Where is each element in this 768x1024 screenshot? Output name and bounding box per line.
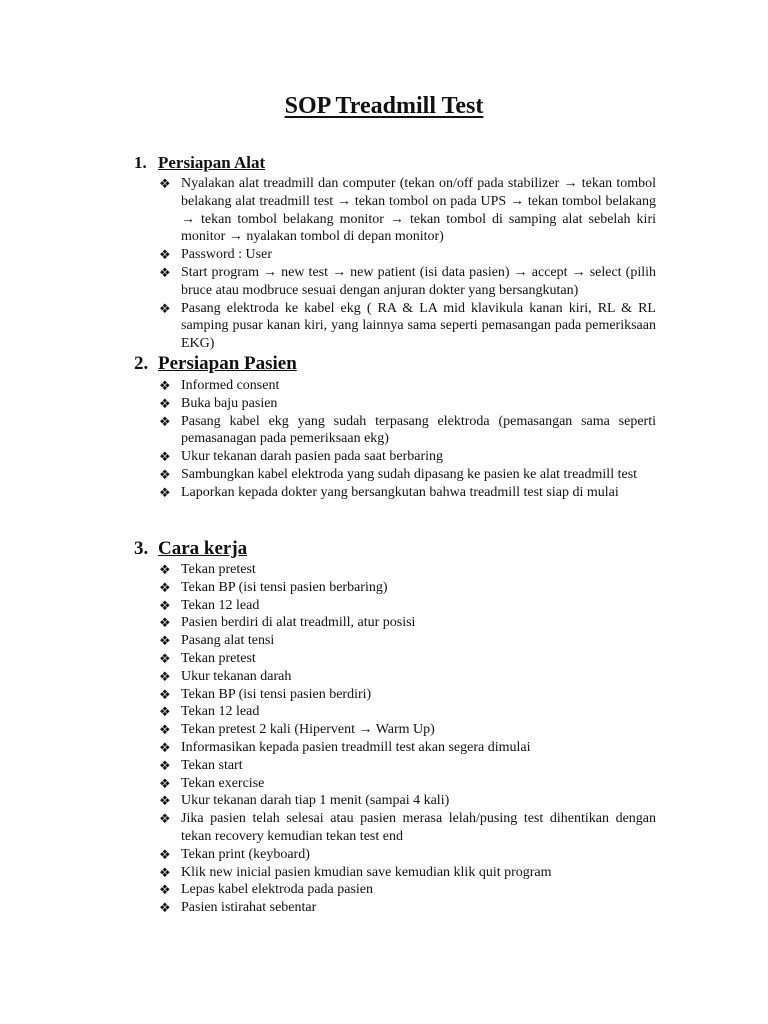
list-item-text: Password : User	[181, 247, 272, 263]
diamond-bullet-icon: ❖	[159, 686, 171, 702]
list-item	[159, 632, 656, 650]
list-item-text: Pasang alat tensi	[181, 633, 275, 649]
list-item	[159, 739, 656, 757]
section-number: 3.	[134, 538, 149, 559]
diamond-bullet-icon: ❖	[159, 900, 171, 916]
diamond-bullet-icon: ❖	[159, 739, 171, 755]
list-item-text: Pasien berdiri di alat treadmill, atur posisi	[181, 615, 416, 631]
diamond-bullet-icon: ❖	[159, 247, 171, 263]
diamond-bullet-icon: ❖	[159, 466, 171, 482]
list-item-text: Tekan pretest	[181, 650, 256, 666]
list-item-text: Tekan pretest	[181, 562, 256, 577]
diamond-bullet-icon: ❖	[159, 176, 171, 191]
list-item	[159, 300, 656, 353]
section-heading-persiapan-alat	[134, 153, 265, 173]
diamond-bullet-icon: ❖	[159, 882, 171, 898]
diamond-bullet-icon: ❖	[159, 793, 171, 809]
list-item-text: Sambungkan kabel elektroda yang sudah dipasang ke pasien ke alat treadmill test	[181, 466, 638, 482]
list-item	[159, 175, 656, 246]
diamond-bullet-icon: ❖	[159, 597, 171, 613]
section-number: 2.	[134, 353, 149, 374]
list-item-text: Informasikan kepada pasien treadmill test akan segera dimulai	[181, 739, 531, 755]
list-item-text: Tekan BP (isi tensi pasien berdiri)	[181, 686, 372, 702]
list-item-text: Ukur tekanan darah	[181, 668, 292, 684]
diamond-bullet-icon: ❖	[159, 562, 171, 577]
document-title: SOP Treadmill Test	[284, 93, 484, 119]
list-item-text: Pasien istirahat sebentar	[181, 900, 317, 916]
diamond-bullet-icon: ❖	[159, 300, 171, 316]
list-item	[159, 377, 656, 395]
list-item-text: Ukur tekanan darah tiap 1 menit (sampai 4 kali)	[181, 793, 450, 809]
list-item-text: Tekan 12 lead	[181, 704, 260, 720]
list-item-text: Tekan start	[181, 757, 243, 773]
list-item	[159, 484, 656, 502]
list-item-text: Tekan 12 lead	[181, 597, 260, 613]
list-item-text: Jika pasien telah selesai atau pasien merasa lelah/pusing test dihentikan dengan tekan recovery kemudian tekan test end	[181, 811, 656, 844]
diamond-bullet-icon: ❖	[159, 864, 171, 880]
section-heading-cara-kerja	[134, 538, 247, 560]
list-item	[159, 466, 656, 484]
list-item	[159, 899, 656, 917]
diamond-bullet-icon: ❖	[159, 650, 171, 666]
list-item-text: Klik new inicial pasien kmudian save kemudian klik quit program	[181, 864, 552, 880]
list-item-text: Pasang kabel ekg yang sudah terpasang elektroda (pemasangan sama seperti pemasanagan pada pemeriksaan ekg)	[181, 413, 656, 447]
diamond-bullet-icon: ❖	[159, 668, 171, 684]
list-item-text: Lepas kabel elektroda pada pasien	[181, 882, 374, 898]
section-number: 1.	[134, 153, 147, 172]
diamond-bullet-icon: ❖	[159, 413, 171, 429]
diamond-bullet-icon: ❖	[159, 775, 171, 791]
list-item-text: Pasang elektroda ke kabel ekg ( RA & LA mid klavikula kanan kiri, RL & RL samping pusar kanan kiri, yang lainnya sama seperti pemasangan pada pemeriksaan EKG)	[181, 300, 656, 352]
list-item-text: Ukur tekanan darah pasien pada saat berbaring	[181, 449, 443, 465]
list-item	[159, 246, 656, 264]
list-item	[159, 686, 656, 704]
list-item-text: Laporkan kepada dokter yang bersangkutan bahwa treadmill test siap di mulai	[181, 484, 619, 500]
list-item	[159, 579, 656, 597]
section-title: Cara kerja	[158, 538, 248, 559]
list-item	[159, 846, 656, 864]
list-item	[159, 792, 656, 810]
diamond-bullet-icon: ❖	[159, 378, 171, 393]
list-item	[159, 810, 656, 846]
list-item	[159, 775, 656, 793]
section-list-cara-kerja	[159, 561, 656, 917]
diamond-bullet-icon: ❖	[159, 264, 171, 280]
list-item	[159, 881, 656, 899]
section-list-persiapan-alat	[159, 175, 656, 353]
section-title: Persiapan Alat	[158, 153, 266, 172]
diamond-bullet-icon: ❖	[159, 722, 171, 738]
list-item	[159, 668, 656, 686]
list-item-text: Buka baju pasien	[181, 395, 278, 411]
diamond-bullet-icon: ❖	[159, 615, 171, 631]
list-item	[159, 614, 656, 632]
diamond-bullet-icon: ❖	[159, 579, 171, 595]
diamond-bullet-icon: ❖	[159, 484, 171, 500]
list-item-text: Start program → new test → new patient (isi data pasien) → accept → select (pilih bruce atau modbruce sesuai dengan anjuran dokter yang bersangkutan)	[181, 264, 656, 298]
list-item-text: Tekan BP (isi tensi pasien berbaring)	[181, 579, 388, 595]
list-item	[159, 561, 656, 579]
list-item-text: Nyalakan alat treadmill dan computer (tekan on/off pada stabilizer → tekan tombol belakang alat treadmill test → tekan tombol on pada UPS → tekan tombol belakang → tekan tombol belakang monitor → tekan tombol di samping alat sebelah kiri monitor → nyalakan tombol di depan monitor)	[181, 176, 656, 245]
section-list-persiapan-pasien	[159, 377, 656, 502]
list-item	[159, 757, 656, 775]
list-item	[159, 264, 656, 300]
diamond-bullet-icon: ❖	[159, 633, 171, 649]
list-item-text: Tekan exercise	[181, 775, 265, 791]
list-item-text: Tekan pretest 2 kali (Hipervent → Warm Up)	[181, 722, 435, 738]
list-item	[159, 650, 656, 668]
diamond-bullet-icon: ❖	[159, 846, 171, 862]
list-item	[159, 448, 656, 466]
list-item-text: Informed consent	[181, 378, 280, 393]
list-item	[159, 597, 656, 615]
list-item	[159, 864, 656, 882]
diamond-bullet-icon: ❖	[159, 704, 171, 720]
list-item	[159, 721, 656, 739]
list-item	[159, 703, 656, 721]
list-item	[159, 413, 656, 449]
diamond-bullet-icon: ❖	[159, 757, 171, 773]
list-item	[159, 395, 656, 413]
section-heading-persiapan-pasien	[134, 353, 297, 375]
section-title: Persiapan Pasien	[158, 353, 297, 374]
diamond-bullet-icon: ❖	[159, 449, 171, 465]
list-item-text: Tekan print (keyboard)	[181, 846, 310, 862]
diamond-bullet-icon: ❖	[159, 811, 171, 827]
diamond-bullet-icon: ❖	[159, 395, 171, 411]
